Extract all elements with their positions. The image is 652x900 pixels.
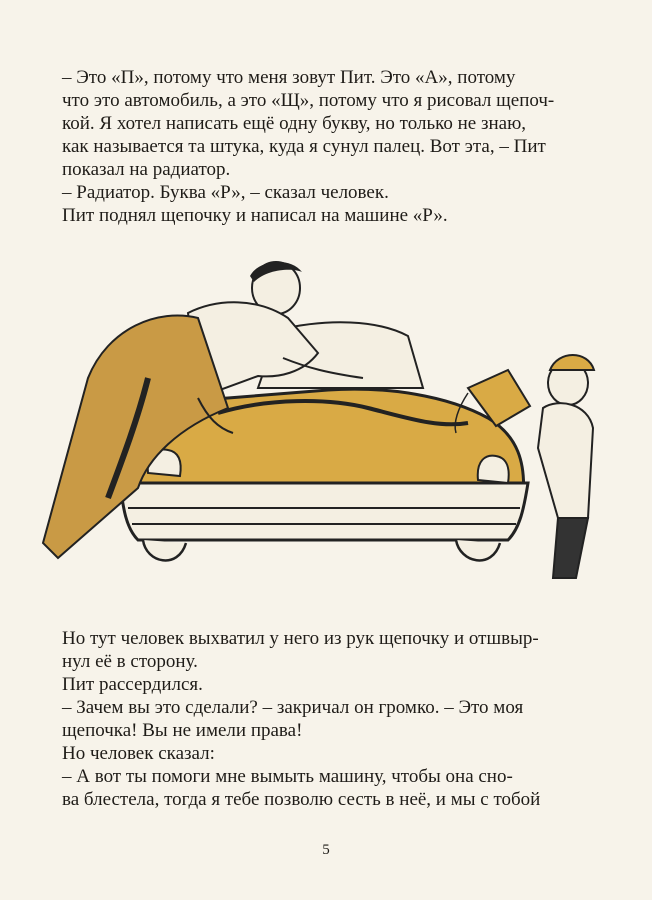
text-line: что это автомобиль, а это «Щ», потому что я рисовал щепоч- [62,90,555,111]
text-line: щепочка! Вы не имели права! [62,720,303,741]
text-line: Но тут человек выхватил у него из рук щепочку и отшвыр- [62,628,539,649]
top-text-block [62,66,592,227]
text-line: ва блестела, тогда я тебе позволю сесть в неё, и мы с тобой [62,789,541,810]
text-line: – Радиатор. Буква «Р», – сказал человек. [62,182,389,203]
text-line: – Зачем вы это сделали? – закричал он громко. – Это моя [62,697,524,718]
text-line: Пит поднял щепочку и написал на машине «Р». [62,205,448,226]
text-line: – А вот ты помоги мне вымыть машину, чтобы она сно- [62,766,513,787]
text-line: – Это «П», потому что меня зовут Пит. Это «А», потому [62,67,516,88]
page-number: 5 [322,842,330,858]
text-line: показал на радиатор. [62,159,231,180]
text-line: как называется та штука, куда я сунул палец. Вот эта, – Пит [62,136,546,157]
text-line: Но человек сказал: [62,743,215,764]
text-line: Пит рассердился. [62,674,203,695]
car-washing-illustration [28,258,618,610]
text-line: кой. Я хотел написать ещё одну букву, но только не знаю, [62,113,527,134]
bottom-text-block [62,627,592,811]
text-line: нул её в сторону. [62,651,198,672]
